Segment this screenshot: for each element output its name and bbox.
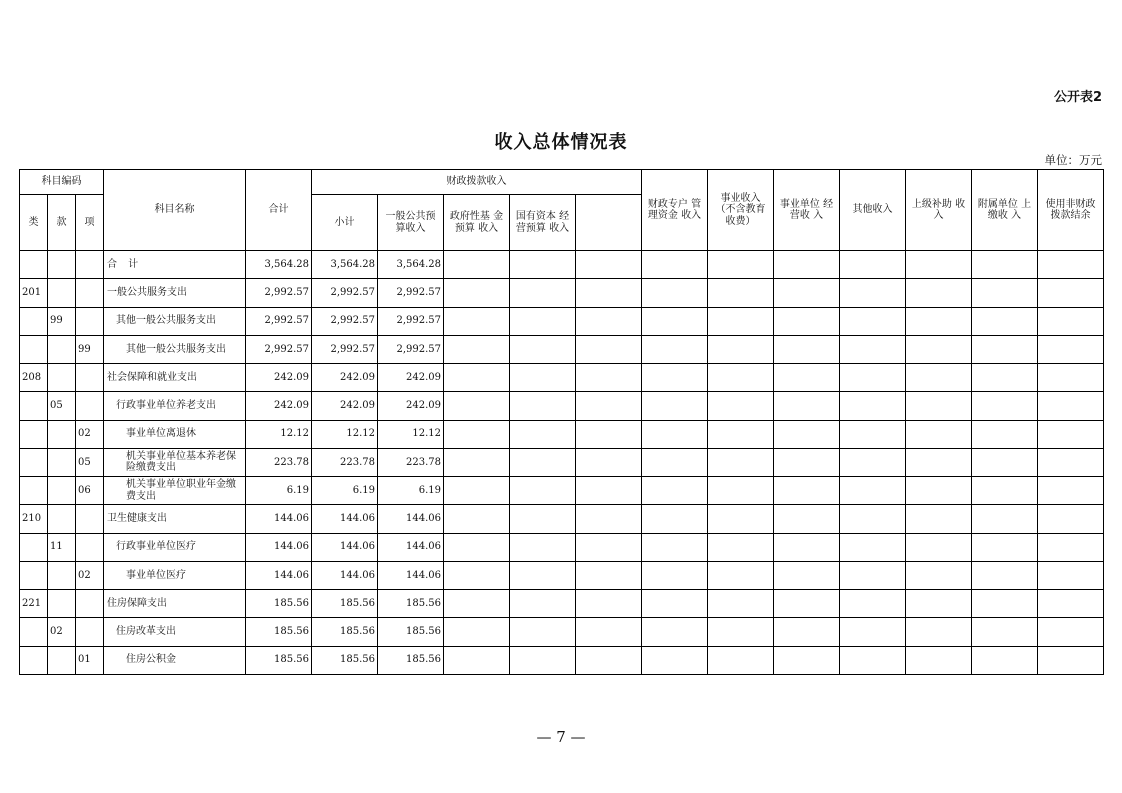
cell-empty bbox=[642, 392, 708, 420]
cell-kuan bbox=[48, 251, 76, 279]
cell-empty bbox=[576, 364, 642, 392]
cell-empty bbox=[444, 392, 510, 420]
cell-empty bbox=[972, 477, 1038, 505]
cell-empty bbox=[906, 505, 972, 533]
cell-empty bbox=[708, 533, 774, 561]
cell-empty bbox=[576, 335, 642, 363]
cell-xiang: 02 bbox=[76, 561, 104, 589]
cell-empty bbox=[642, 590, 708, 618]
cell-lei: 210 bbox=[20, 505, 48, 533]
non-fiscal-balance-header: 使用非财政 拨款结余 bbox=[1038, 170, 1104, 251]
cell-empty bbox=[576, 477, 642, 505]
cell-empty bbox=[642, 307, 708, 335]
cell-empty bbox=[774, 590, 840, 618]
cell-name: 机关事业单位基本养老保险缴费支出 bbox=[104, 448, 246, 476]
cell-empty bbox=[510, 448, 576, 476]
cell-empty bbox=[1038, 251, 1104, 279]
cell-total: 2,992.57 bbox=[246, 335, 312, 363]
cell-xiang bbox=[76, 505, 104, 533]
cell-empty bbox=[576, 646, 642, 674]
cell-empty bbox=[840, 505, 906, 533]
table-row bbox=[20, 505, 1104, 533]
cell-empty bbox=[840, 251, 906, 279]
cell-lei: 201 bbox=[20, 279, 48, 307]
cell-general-budget: 223.78 bbox=[378, 448, 444, 476]
cell-general-budget: 2,992.57 bbox=[378, 335, 444, 363]
cell-empty bbox=[576, 533, 642, 561]
cell-subtotal: 242.09 bbox=[312, 392, 378, 420]
cell-xiang bbox=[76, 251, 104, 279]
cell-lei bbox=[20, 251, 48, 279]
cell-empty bbox=[708, 448, 774, 476]
cell-lei bbox=[20, 335, 48, 363]
special-fund-header: 财政专户 管 理资金 收入 bbox=[642, 170, 708, 251]
cell-general-budget: 6.19 bbox=[378, 477, 444, 505]
cell-empty bbox=[972, 364, 1038, 392]
cell-name: 卫生健康支出 bbox=[104, 505, 246, 533]
cell-general-budget: 2,992.57 bbox=[378, 279, 444, 307]
cell-total: 2,992.57 bbox=[246, 279, 312, 307]
cell-empty bbox=[840, 420, 906, 448]
cell-total: 242.09 bbox=[246, 392, 312, 420]
cell-empty bbox=[972, 505, 1038, 533]
cell-kuan bbox=[48, 448, 76, 476]
cell-subtotal: 2,992.57 bbox=[312, 335, 378, 363]
cell-lei bbox=[20, 307, 48, 335]
cell-empty bbox=[576, 251, 642, 279]
code-group-header: 科目编码 bbox=[20, 170, 104, 195]
cell-empty bbox=[840, 590, 906, 618]
cell-name: 住房保障支出 bbox=[104, 590, 246, 618]
cell-general-budget: 185.56 bbox=[378, 646, 444, 674]
cell-empty bbox=[510, 561, 576, 589]
cell-xiang: 01 bbox=[76, 646, 104, 674]
cell-empty bbox=[642, 420, 708, 448]
cell-empty bbox=[642, 448, 708, 476]
cell-empty bbox=[840, 646, 906, 674]
cell-empty bbox=[840, 618, 906, 646]
cell-name: 行政事业单位医疗 bbox=[104, 533, 246, 561]
cell-xiang bbox=[76, 279, 104, 307]
cell-empty bbox=[774, 448, 840, 476]
cell-lei: 208 bbox=[20, 364, 48, 392]
cell-xiang: 05 bbox=[76, 448, 104, 476]
cell-empty bbox=[510, 364, 576, 392]
cell-subtotal: 3,564.28 bbox=[312, 251, 378, 279]
cell-lei bbox=[20, 448, 48, 476]
cell-empty bbox=[444, 335, 510, 363]
cell-empty bbox=[642, 646, 708, 674]
cell-empty bbox=[972, 335, 1038, 363]
cell-empty bbox=[906, 533, 972, 561]
cell-total: 144.06 bbox=[246, 505, 312, 533]
cell-empty bbox=[1038, 279, 1104, 307]
table-row bbox=[20, 335, 1104, 363]
cell-subtotal: 6.19 bbox=[312, 477, 378, 505]
cell-total: 144.06 bbox=[246, 533, 312, 561]
cell-empty bbox=[708, 251, 774, 279]
cell-empty bbox=[906, 420, 972, 448]
cell-empty bbox=[510, 533, 576, 561]
cell-empty bbox=[774, 251, 840, 279]
cell-empty bbox=[444, 448, 510, 476]
cell-empty bbox=[576, 392, 642, 420]
cell-lei bbox=[20, 646, 48, 674]
cell-empty bbox=[444, 364, 510, 392]
cell-subtotal: 2,992.57 bbox=[312, 307, 378, 335]
cell-empty bbox=[774, 533, 840, 561]
table-row bbox=[20, 618, 1104, 646]
cell-empty bbox=[642, 505, 708, 533]
cell-empty bbox=[708, 505, 774, 533]
form-number: 公开表2 bbox=[1053, 90, 1102, 105]
cell-kuan: 05 bbox=[48, 392, 76, 420]
cell-subtotal: 144.06 bbox=[312, 561, 378, 589]
cell-empty bbox=[510, 420, 576, 448]
cell-total: 185.56 bbox=[246, 590, 312, 618]
cell-name: 事业单位离退休 bbox=[104, 420, 246, 448]
cell-name: 住房改革支出 bbox=[104, 618, 246, 646]
cell-total: 185.56 bbox=[246, 646, 312, 674]
cell-empty bbox=[840, 561, 906, 589]
kuan-header: 款 bbox=[48, 195, 76, 251]
cell-empty bbox=[708, 392, 774, 420]
cell-xiang bbox=[76, 364, 104, 392]
cell-kuan bbox=[48, 505, 76, 533]
cell-empty bbox=[774, 335, 840, 363]
cell-empty bbox=[972, 420, 1038, 448]
cell-empty bbox=[774, 561, 840, 589]
cell-empty bbox=[708, 420, 774, 448]
cell-empty bbox=[906, 477, 972, 505]
business-income-header: 事业收入 （不含教育 收费） bbox=[708, 170, 774, 251]
cell-empty bbox=[906, 448, 972, 476]
cell-empty bbox=[1038, 392, 1104, 420]
cell-empty bbox=[906, 618, 972, 646]
cell-subtotal: 242.09 bbox=[312, 364, 378, 392]
cell-empty bbox=[1038, 590, 1104, 618]
cell-empty bbox=[444, 307, 510, 335]
cell-empty bbox=[972, 590, 1038, 618]
cell-empty bbox=[642, 618, 708, 646]
cell-empty bbox=[906, 590, 972, 618]
other-income-header: 其他收入 bbox=[840, 170, 906, 251]
cell-empty bbox=[1038, 420, 1104, 448]
cell-empty bbox=[708, 477, 774, 505]
cell-empty bbox=[774, 392, 840, 420]
cell-empty bbox=[444, 618, 510, 646]
cell-empty bbox=[510, 505, 576, 533]
cell-kuan bbox=[48, 590, 76, 618]
cell-empty bbox=[708, 335, 774, 363]
table-row bbox=[20, 307, 1104, 335]
page-title: 收入总体情况表 bbox=[494, 132, 628, 153]
table-row bbox=[20, 590, 1104, 618]
cell-xiang bbox=[76, 533, 104, 561]
cell-empty bbox=[642, 533, 708, 561]
cell-general-budget: 185.56 bbox=[378, 618, 444, 646]
cell-lei bbox=[20, 533, 48, 561]
superior-subsidy-header: 上级补助 收 入 bbox=[906, 170, 972, 251]
cell-kuan bbox=[48, 364, 76, 392]
cell-empty bbox=[774, 420, 840, 448]
cell-total: 242.09 bbox=[246, 364, 312, 392]
cell-empty bbox=[774, 307, 840, 335]
cell-empty bbox=[510, 392, 576, 420]
cell-empty bbox=[444, 533, 510, 561]
cell-empty bbox=[510, 307, 576, 335]
cell-empty bbox=[708, 364, 774, 392]
cell-empty bbox=[906, 335, 972, 363]
cell-empty bbox=[906, 646, 972, 674]
cell-total: 6.19 bbox=[246, 477, 312, 505]
cell-empty bbox=[510, 335, 576, 363]
operating-income-header: 事业单位 经 营收 入 bbox=[774, 170, 840, 251]
cell-subtotal: 223.78 bbox=[312, 448, 378, 476]
cell-name: 其他一般公共服务支出 bbox=[104, 307, 246, 335]
cell-name: 合 计 bbox=[104, 251, 246, 279]
cell-empty bbox=[642, 477, 708, 505]
cell-empty bbox=[972, 448, 1038, 476]
cell-empty bbox=[774, 505, 840, 533]
cell-total: 223.78 bbox=[246, 448, 312, 476]
subsidiary-income-header: 附属单位 上 缴收 入 bbox=[972, 170, 1038, 251]
cell-kuan bbox=[48, 646, 76, 674]
cell-xiang bbox=[76, 307, 104, 335]
cell-empty bbox=[774, 618, 840, 646]
cell-empty bbox=[576, 590, 642, 618]
cell-empty bbox=[840, 364, 906, 392]
cell-kuan: 02 bbox=[48, 618, 76, 646]
name-header: 科目名称 bbox=[104, 170, 246, 251]
cell-kuan bbox=[48, 420, 76, 448]
cell-lei bbox=[20, 561, 48, 589]
table-row bbox=[20, 533, 1104, 561]
cell-empty bbox=[1038, 618, 1104, 646]
cell-empty bbox=[444, 251, 510, 279]
cell-general-budget: 144.06 bbox=[378, 505, 444, 533]
cell-name: 住房公积金 bbox=[104, 646, 246, 674]
cell-empty bbox=[840, 392, 906, 420]
cell-xiang bbox=[76, 392, 104, 420]
cell-empty bbox=[906, 251, 972, 279]
cell-subtotal: 2,992.57 bbox=[312, 279, 378, 307]
cell-empty bbox=[972, 251, 1038, 279]
subtotal-header: 小计 bbox=[312, 195, 378, 251]
income-table bbox=[19, 169, 1104, 675]
cell-empty bbox=[510, 646, 576, 674]
cell-total: 144.06 bbox=[246, 561, 312, 589]
cell-name: 事业单位医疗 bbox=[104, 561, 246, 589]
cell-general-budget: 242.09 bbox=[378, 392, 444, 420]
cell-total: 185.56 bbox=[246, 618, 312, 646]
cell-empty bbox=[972, 279, 1038, 307]
cell-empty bbox=[774, 279, 840, 307]
cell-empty bbox=[840, 279, 906, 307]
cell-xiang: 06 bbox=[76, 477, 104, 505]
cell-lei bbox=[20, 420, 48, 448]
cell-empty bbox=[708, 307, 774, 335]
cell-empty bbox=[444, 590, 510, 618]
cell-empty bbox=[774, 646, 840, 674]
cell-name: 其他一般公共服务支出 bbox=[104, 335, 246, 363]
cell-empty bbox=[708, 279, 774, 307]
total-header: 合计 bbox=[246, 170, 312, 251]
cell-empty bbox=[708, 618, 774, 646]
cell-xiang bbox=[76, 590, 104, 618]
cell-empty bbox=[642, 561, 708, 589]
cell-empty bbox=[444, 420, 510, 448]
cell-total: 3,564.28 bbox=[246, 251, 312, 279]
cell-total: 2,992.57 bbox=[246, 307, 312, 335]
cell-empty bbox=[840, 335, 906, 363]
cell-empty bbox=[510, 618, 576, 646]
cell-empty bbox=[576, 448, 642, 476]
cell-empty bbox=[972, 561, 1038, 589]
cell-xiang bbox=[76, 618, 104, 646]
cell-empty bbox=[708, 646, 774, 674]
unit-label: 单位：万元 bbox=[1044, 153, 1102, 167]
cell-general-budget: 2,992.57 bbox=[378, 307, 444, 335]
xiang-header: 项 bbox=[76, 195, 104, 251]
cell-name: 一般公共服务支出 bbox=[104, 279, 246, 307]
cell-empty bbox=[906, 307, 972, 335]
cell-xiang: 02 bbox=[76, 420, 104, 448]
cell-empty bbox=[510, 251, 576, 279]
cell-empty bbox=[576, 561, 642, 589]
cell-subtotal: 144.06 bbox=[312, 505, 378, 533]
table-row bbox=[20, 477, 1104, 505]
cell-name: 行政事业单位养老支出 bbox=[104, 392, 246, 420]
cell-empty bbox=[576, 279, 642, 307]
cell-empty bbox=[642, 279, 708, 307]
cell-empty bbox=[1038, 533, 1104, 561]
cell-subtotal: 185.56 bbox=[312, 618, 378, 646]
cell-kuan: 99 bbox=[48, 307, 76, 335]
cell-empty bbox=[972, 392, 1038, 420]
cell-lei bbox=[20, 618, 48, 646]
cell-empty bbox=[1038, 561, 1104, 589]
cell-empty bbox=[708, 561, 774, 589]
cell-name: 社会保障和就业支出 bbox=[104, 364, 246, 392]
cell-empty bbox=[642, 364, 708, 392]
cell-kuan: 11 bbox=[48, 533, 76, 561]
cell-kuan bbox=[48, 335, 76, 363]
cell-empty bbox=[576, 618, 642, 646]
cell-empty bbox=[774, 364, 840, 392]
cell-general-budget: 185.56 bbox=[378, 590, 444, 618]
cell-general-budget: 242.09 bbox=[378, 364, 444, 392]
cell-subtotal: 12.12 bbox=[312, 420, 378, 448]
cell-empty bbox=[708, 590, 774, 618]
cell-general-budget: 12.12 bbox=[378, 420, 444, 448]
cell-empty bbox=[1038, 505, 1104, 533]
empty-fiscal-header bbox=[576, 195, 642, 251]
cell-name: 机关事业单位职业年金缴费支出 bbox=[104, 477, 246, 505]
cell-empty bbox=[840, 448, 906, 476]
cell-empty bbox=[444, 505, 510, 533]
page-number: — 7 — bbox=[536, 728, 586, 746]
cell-empty bbox=[510, 590, 576, 618]
cell-empty bbox=[906, 364, 972, 392]
cell-empty bbox=[1038, 448, 1104, 476]
cell-empty bbox=[1038, 335, 1104, 363]
cell-empty bbox=[1038, 364, 1104, 392]
cell-subtotal: 185.56 bbox=[312, 646, 378, 674]
fiscal-group-header: 财政拨款收入 bbox=[312, 170, 642, 195]
cell-empty bbox=[444, 646, 510, 674]
lei-header: 类 bbox=[20, 195, 48, 251]
cell-empty bbox=[576, 420, 642, 448]
table-row bbox=[20, 646, 1104, 674]
cell-general-budget: 3,564.28 bbox=[378, 251, 444, 279]
cell-empty bbox=[576, 307, 642, 335]
cell-empty bbox=[1038, 307, 1104, 335]
cell-empty bbox=[840, 477, 906, 505]
cell-general-budget: 144.06 bbox=[378, 533, 444, 561]
table-row bbox=[20, 420, 1104, 448]
cell-empty bbox=[840, 307, 906, 335]
cell-empty bbox=[972, 307, 1038, 335]
cell-empty bbox=[972, 533, 1038, 561]
cell-empty bbox=[906, 392, 972, 420]
cell-empty bbox=[510, 477, 576, 505]
table-row bbox=[20, 251, 1104, 279]
cell-empty bbox=[444, 477, 510, 505]
cell-empty bbox=[510, 279, 576, 307]
cell-subtotal: 185.56 bbox=[312, 590, 378, 618]
cell-empty bbox=[840, 533, 906, 561]
cell-empty bbox=[972, 646, 1038, 674]
table-row bbox=[20, 364, 1104, 392]
table-row bbox=[20, 392, 1104, 420]
cell-empty bbox=[1038, 477, 1104, 505]
cell-kuan bbox=[48, 477, 76, 505]
general-budget-header: 一般公共预 算收入 bbox=[378, 195, 444, 251]
cell-empty bbox=[444, 561, 510, 589]
cell-empty bbox=[576, 505, 642, 533]
cell-empty bbox=[642, 335, 708, 363]
cell-lei bbox=[20, 392, 48, 420]
cell-kuan bbox=[48, 279, 76, 307]
cell-empty bbox=[906, 561, 972, 589]
cell-empty bbox=[972, 618, 1038, 646]
cell-lei: 221 bbox=[20, 590, 48, 618]
state-capital-header: 国有资本 经 营预算 收入 bbox=[510, 195, 576, 251]
cell-subtotal: 144.06 bbox=[312, 533, 378, 561]
gov-fund-header: 政府性基 金 预算 收入 bbox=[444, 195, 510, 251]
cell-general-budget: 144.06 bbox=[378, 561, 444, 589]
cell-empty bbox=[774, 477, 840, 505]
table-row bbox=[20, 279, 1104, 307]
table-row bbox=[20, 561, 1104, 589]
cell-kuan bbox=[48, 561, 76, 589]
table-body bbox=[20, 251, 1104, 675]
cell-empty bbox=[642, 251, 708, 279]
cell-lei bbox=[20, 477, 48, 505]
cell-empty bbox=[444, 279, 510, 307]
cell-empty bbox=[1038, 646, 1104, 674]
cell-xiang: 99 bbox=[76, 335, 104, 363]
cell-total: 12.12 bbox=[246, 420, 312, 448]
table-row bbox=[20, 448, 1104, 476]
cell-empty bbox=[906, 279, 972, 307]
